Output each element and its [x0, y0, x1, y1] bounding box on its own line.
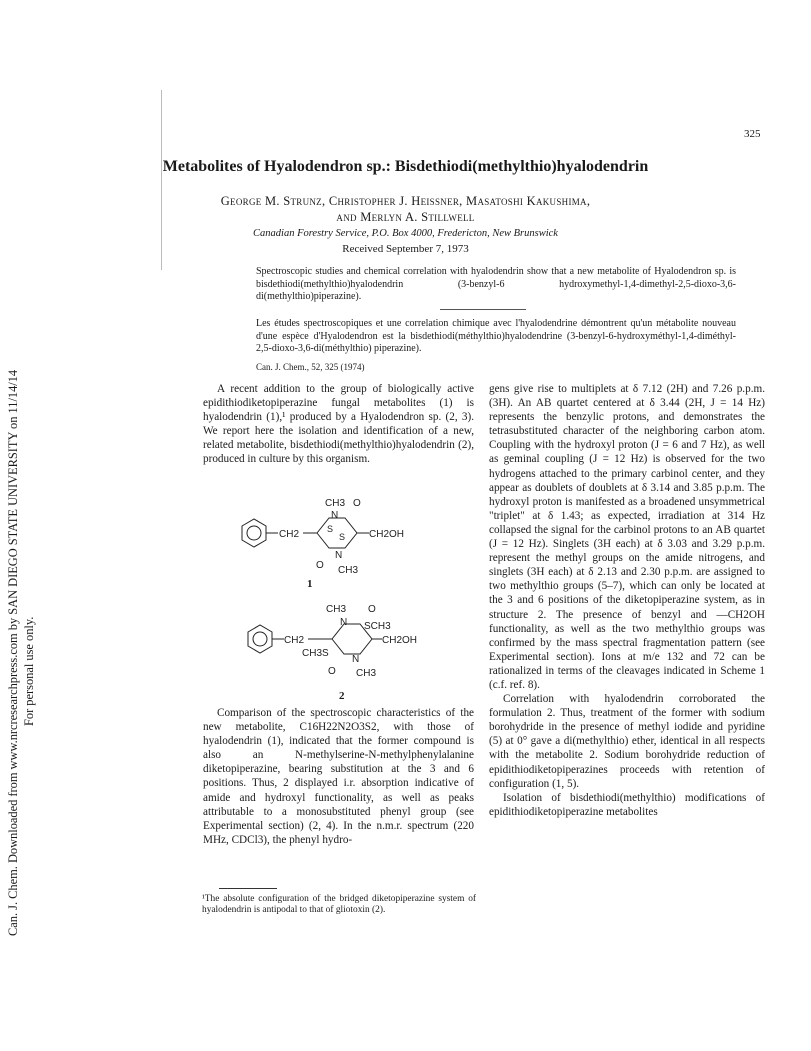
- affiliation: Canadian Forestry Service, P.O. Box 4000, Fredericton, New Brunswick: [253, 228, 558, 239]
- ch3-bottom-label-2: CH3: [356, 668, 377, 679]
- structure-1-label: 1: [307, 578, 313, 590]
- left-column-discussion: [203, 706, 474, 847]
- ch3-bottom-label-1: CH3: [338, 565, 359, 576]
- ch3s-label: CH3S: [302, 648, 329, 659]
- ch3-top-label-1: CH3: [325, 498, 346, 509]
- s-label-1b: S: [339, 532, 346, 542]
- ch2oh-label-1: CH2OH: [369, 529, 405, 540]
- phenyl-ring-2: [248, 625, 272, 653]
- structure-1-diagram: [225, 494, 425, 584]
- ch2-label-1: CH2: [279, 529, 300, 540]
- ch2oh-label-2: CH2OH: [382, 635, 418, 646]
- footnote: ¹The absolute configuration of the bridged diketopiperazine system of hyalodendrin is antipodal to that of gliotoxin (2).: [202, 894, 476, 915]
- left-column-intro: [203, 382, 474, 467]
- authors-line-1: George M. Strunz, Christopher J. Heissner, Masatoshi Kakushima,: [220, 194, 591, 208]
- phenyl-aromatic-circle-1: [247, 526, 261, 540]
- footnote-rule: [219, 888, 277, 889]
- nmr-paragraph: gens give rise to multiplets at δ 7.12 (2H) and 7.26 p.p.m. (3H). An AB quartet centered at δ 3.44 (2H, J = 14 Hz) represents the benzylic protons, and demonstrates the tetrasubstituted character of the neighboring carbon atom. Coupling with the hydroxyl proton (J = 6 and 7 Hz), as well as geminal coupling (J = 12 Hz) is observed for the two hydrogens attached to the primary carbinol center, and they appear as doublets of doublets at δ 3.14 and 3.85 p.p.m. The hydroxyl proton is manifested as a broadened unsymmetrical "triplet" at δ 1.43; as expected, irradiation at 314 Hz collapsed the signal for the carbinol protons to an AB quartet (J = 12 Hz). Singlets (3H each) at δ 3.03 and 3.29 p.p.m. represent the methyl groups on the amide nitrogens, and singlets (3H each) at δ 2.13 and 2.30 p.p.m. are assigned to two methylthio groups (5–7), which can only be located at the 3 and 6 positions of the diketopiperazine system, as in structure 2. The presence of benzyl and —CH2OH functionality, as well as the two methylthio groups was confirmed by the mass spectral fragmentation pattern (see Experimental section). Ions at m/e 132 and 72 can be rationalized in terms of the cleavages indicated in Scheme 1 (c.f. ref. 8).: [489, 383, 765, 691]
- isolation-paragraph: Isolation of bisdethiodi(methylthio) modifications of epidithiodiketopiperazine metabolites: [489, 791, 765, 818]
- page-number: 325: [744, 128, 761, 140]
- download-line: Can. J. Chem. Downloaded from www.nrcresearchpress.com by SAN DIEGO STATE UNIVERSITY on 11/14/14: [6, 369, 20, 936]
- o-bottom-label-2: O: [328, 666, 336, 677]
- piperazine-ring-1: [317, 518, 357, 548]
- title-text: Metabolites of Hyalodendron sp.: Bisdethiodi(methylthio)hyalodendrin: [162, 158, 649, 175]
- n-bottom-label-1: N: [335, 550, 343, 561]
- abstract-separator: [440, 309, 526, 310]
- intro-paragraph: A recent addition to the group of biologically active epidithiodiketopiperazine fungal metabolites (1) is hyalodendrin (1),¹ produced by a Hyalodendron sp. (2, 3). We report here the isolation and identification of a new, related metabolite, bisdethiodi(methylthio)hyalodendrin (2), produced in culture by this organism.: [203, 383, 474, 466]
- abstract-french: Les études spectroscopiques et une correlation chimique avec l'hyalodendrine démontrent qu'un métabolite nouveau d'une espèce d'Hyalodendron est la bisdethiodi(méthylthio)hyalodendrine (3-benzyl-6-hydroxyméthyl-1,4-diméthyl-2,5-dioxo-3,6-di(méthylthio) piperazine).: [256, 318, 736, 354]
- n-top-label-2: N: [340, 617, 348, 628]
- o-bottom-label-1: O: [316, 560, 324, 571]
- received-date: Received September 7, 1973: [342, 243, 469, 255]
- right-column: [489, 382, 765, 819]
- author-list: [0, 193, 811, 225]
- o-top-label-1: O: [353, 498, 361, 509]
- o-top-label-2: O: [368, 604, 376, 615]
- ch3-top-label-2: CH3: [326, 604, 347, 615]
- n-bottom-label-2: N: [352, 654, 360, 665]
- correlation-paragraph: Correlation with hyalodendrin corroborated the formulation 2. Thus, treatment of the former with sodium borohydride in the presence of methyl iodide and pyridine (5) at 0° gave a di(methylthio) ether, identical in all respects with the metabolite 2. Sodium borohydride reduction of epidithiodiketopiperazines proceeds with retention of configuration (1, 5).: [489, 693, 765, 790]
- structure-2-label: 2: [339, 690, 345, 702]
- authors-line-2: and Merlyn A. Stillwell: [336, 210, 475, 224]
- paper-title: [0, 158, 811, 176]
- abstract-english: Spectroscopic studies and chemical correlation with hyalodendrin show that a new metabolite of Hyalodendron sp. is bisdethiodi(methylthio)hyalodendrin (3-benzyl-6 hydroxymethyl-1,4-dimethyl-2,5-dioxo-3,6-di(methylthio)piperazine).: [256, 266, 736, 302]
- structure-2-diagram: [240, 598, 450, 680]
- sch3-label: SCH3: [364, 621, 391, 632]
- ch2-label-2: CH2: [284, 635, 305, 646]
- phenyl-ring-1: [242, 519, 266, 547]
- n-top-label-1: N: [331, 510, 339, 521]
- journal-citation: Can. J. Chem., 52, 325 (1974): [256, 362, 365, 372]
- s-label-1a: S: [327, 524, 334, 534]
- comparison-paragraph: Comparison of the spectroscopic characteristics of the new metabolite, C16H22N2O3S2, with those of hyalodendrin (1), indicated that the former compound is also an N-methylserine-N-methylphenylalanine diketopiperazine, bearing substitution at the 3 and 6 positions. Thus, 2 displayed i.r. absorption indicative of amide and hydroxyl functionality, as well as peaks attributable to a monosubstituted phenyl group (see Experimental section) (2, 4). In the n.m.r. spectrum (220 MHz, CDCl3), the phenyl hydro-: [203, 707, 474, 846]
- personal-use-note: For personal use only.: [22, 616, 36, 726]
- phenyl-aromatic-circle-2: [253, 632, 267, 646]
